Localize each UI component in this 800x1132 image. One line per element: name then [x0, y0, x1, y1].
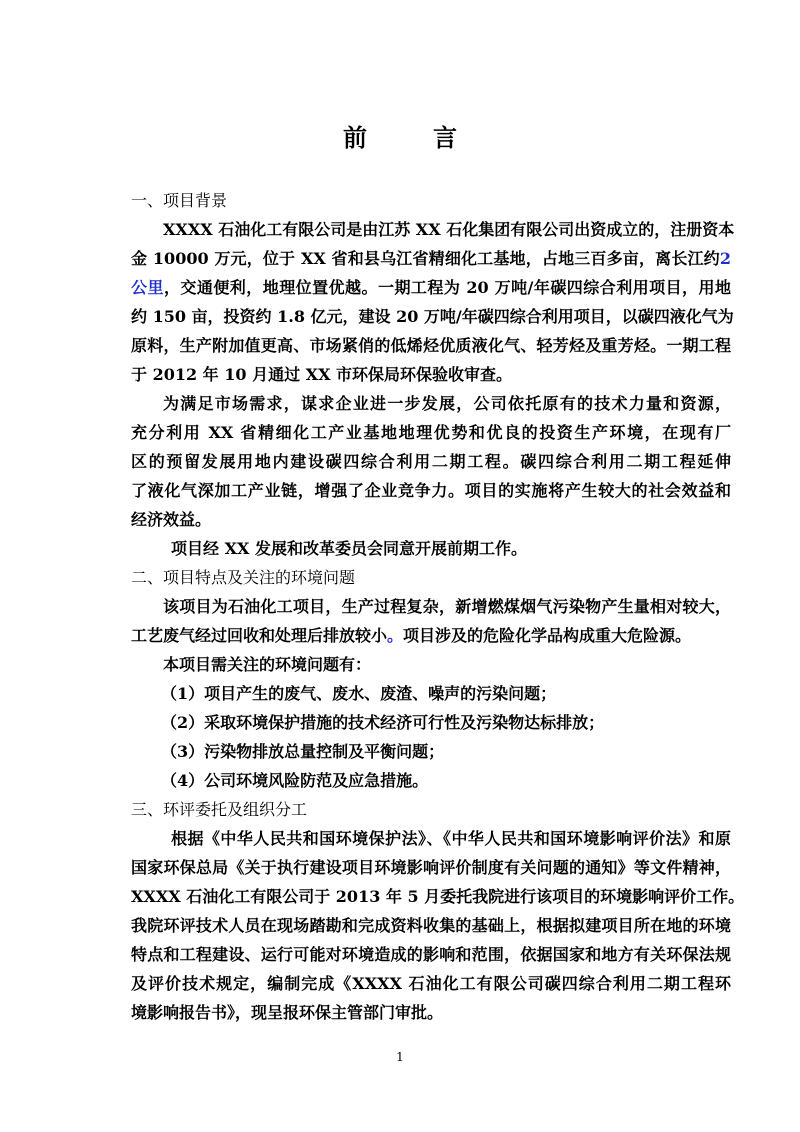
s1-p1-line3-text: ，交通便利，地理位置优越。一期工程为 20 万吨/年碳四综合利用项目，用地	[163, 278, 731, 297]
s2-p2: 本项目需关注的环境问题有：	[163, 655, 372, 674]
s2-p1-line2-rest: 项目涉及的危险化学品构成重大危险源。	[403, 626, 692, 645]
s2-item-4: （4）公司环境风险防范及应急措施。	[161, 771, 429, 790]
s2-p1-line2-text: 工艺废气经过回收和处理后排放较小	[131, 626, 388, 645]
s1-p1-line4: 约 150 亩，投资约 1.8 亿元，建设 20 万吨/年碳四综合利用项目，以碳四液化气为	[131, 307, 734, 326]
page-title: 前 言	[343, 123, 486, 152]
s3-p1-line3: XXXX 石油化工有限公司于 2013 年 5 月委托我院进行该项目的环境影响评价工作。	[131, 887, 745, 906]
s3-p1-line2: 国家环保总局《关于执行建设项目环境影响评价制度有关问题的通知》等文件精神，	[131, 858, 731, 877]
section-heading-1: 一、项目背景	[131, 191, 228, 210]
s1-p1-line5: 原料，生产附加值更高、市场紧俏的低烯烃优质液化气、轻芳烃及重芳烃。一期工程	[131, 336, 731, 355]
distance-number: 2	[719, 249, 731, 268]
s1-p1-line2	[131, 244, 731, 273]
s1-p1-line2-text: 金 10000 万元，位于 XX 省和县乌江省精细化工基地，占地三百多亩，离长江约	[131, 249, 720, 268]
s1-p2-line5: 经济效益。	[131, 510, 212, 529]
s1-p1-line1: XXXX 石油化工有限公司是由江苏 XX 石化集团有限公司出资成立的，注册资本	[163, 220, 735, 239]
s2-p1-line1: 该项目为石油化工项目，生产过程复杂，新增燃煤烟气污染物产生量相对较大，	[163, 597, 731, 616]
blue-period: 。	[387, 626, 404, 645]
page-number: 1	[396, 1050, 404, 1064]
s1-p3: 项目经 XX 发展和改革委员会同意开展前期工作。	[171, 539, 527, 558]
s1-p2-line2: 充分利用 XX 省精细化工产业基地地理优势和优良的投资生产环境，在现有厂	[131, 423, 731, 442]
s2-item-3: （3）污染物排放总量控制及平衡问题；	[161, 742, 445, 761]
distance-unit: 公里	[131, 278, 164, 297]
s3-p1-line7: 境影响报告书》，现呈报环保主管部门审批。	[131, 1003, 444, 1022]
s1-p2-line3: 区的预留发展用地内建设碳四综合利用二期工程。碳四综合利用二期工程延伸	[131, 452, 731, 471]
s1-p2-line1: 为满足市场需求，谋求企业进一步发展，公司依托原有的技术力量和资源，	[163, 394, 731, 413]
s3-p1-line1: 根据《中华人民共和国环境保护法》、《中华人民共和国环境影响评价法》和原	[171, 829, 731, 848]
s2-item-1: （1）项目产生的废气、废水、废渣、噪声的污染问题；	[161, 684, 557, 703]
s3-p1-line4: 我院环评技术人员在现场踏勘和完成资料收集的基础上，根据拟建项目所在地的环境	[131, 916, 731, 935]
s3-p1-line6: 及评价技术规定，编制完成《XXXX 石油化工有限公司碳四综合利用二期工程环	[131, 974, 731, 993]
s1-p1-line3	[131, 273, 731, 302]
s2-item-2: （2）采取环境保护措施的技术经济可行性及污染物达标排放；	[161, 713, 605, 732]
s1-p2-line4: 了液化气深加工产业链，增强了企业竞争力。项目的实施将产生较大的社会效益和	[131, 481, 731, 500]
s1-p1-line6: 于 2012 年 10 月通过 XX 市环保局环保验收审查。	[131, 365, 513, 384]
document-body	[131, 186, 745, 1027]
section-heading-2: 二、项目特点及关注的环境问题	[131, 568, 356, 587]
section-heading-3: 三、环评委托及组织分工	[131, 800, 308, 819]
s3-p1-line5: 特点和工程建设、运行可能对环境造成的影响和范围，依据国家和地方有关环保法规	[131, 945, 731, 964]
s2-p1-line2	[131, 621, 731, 650]
